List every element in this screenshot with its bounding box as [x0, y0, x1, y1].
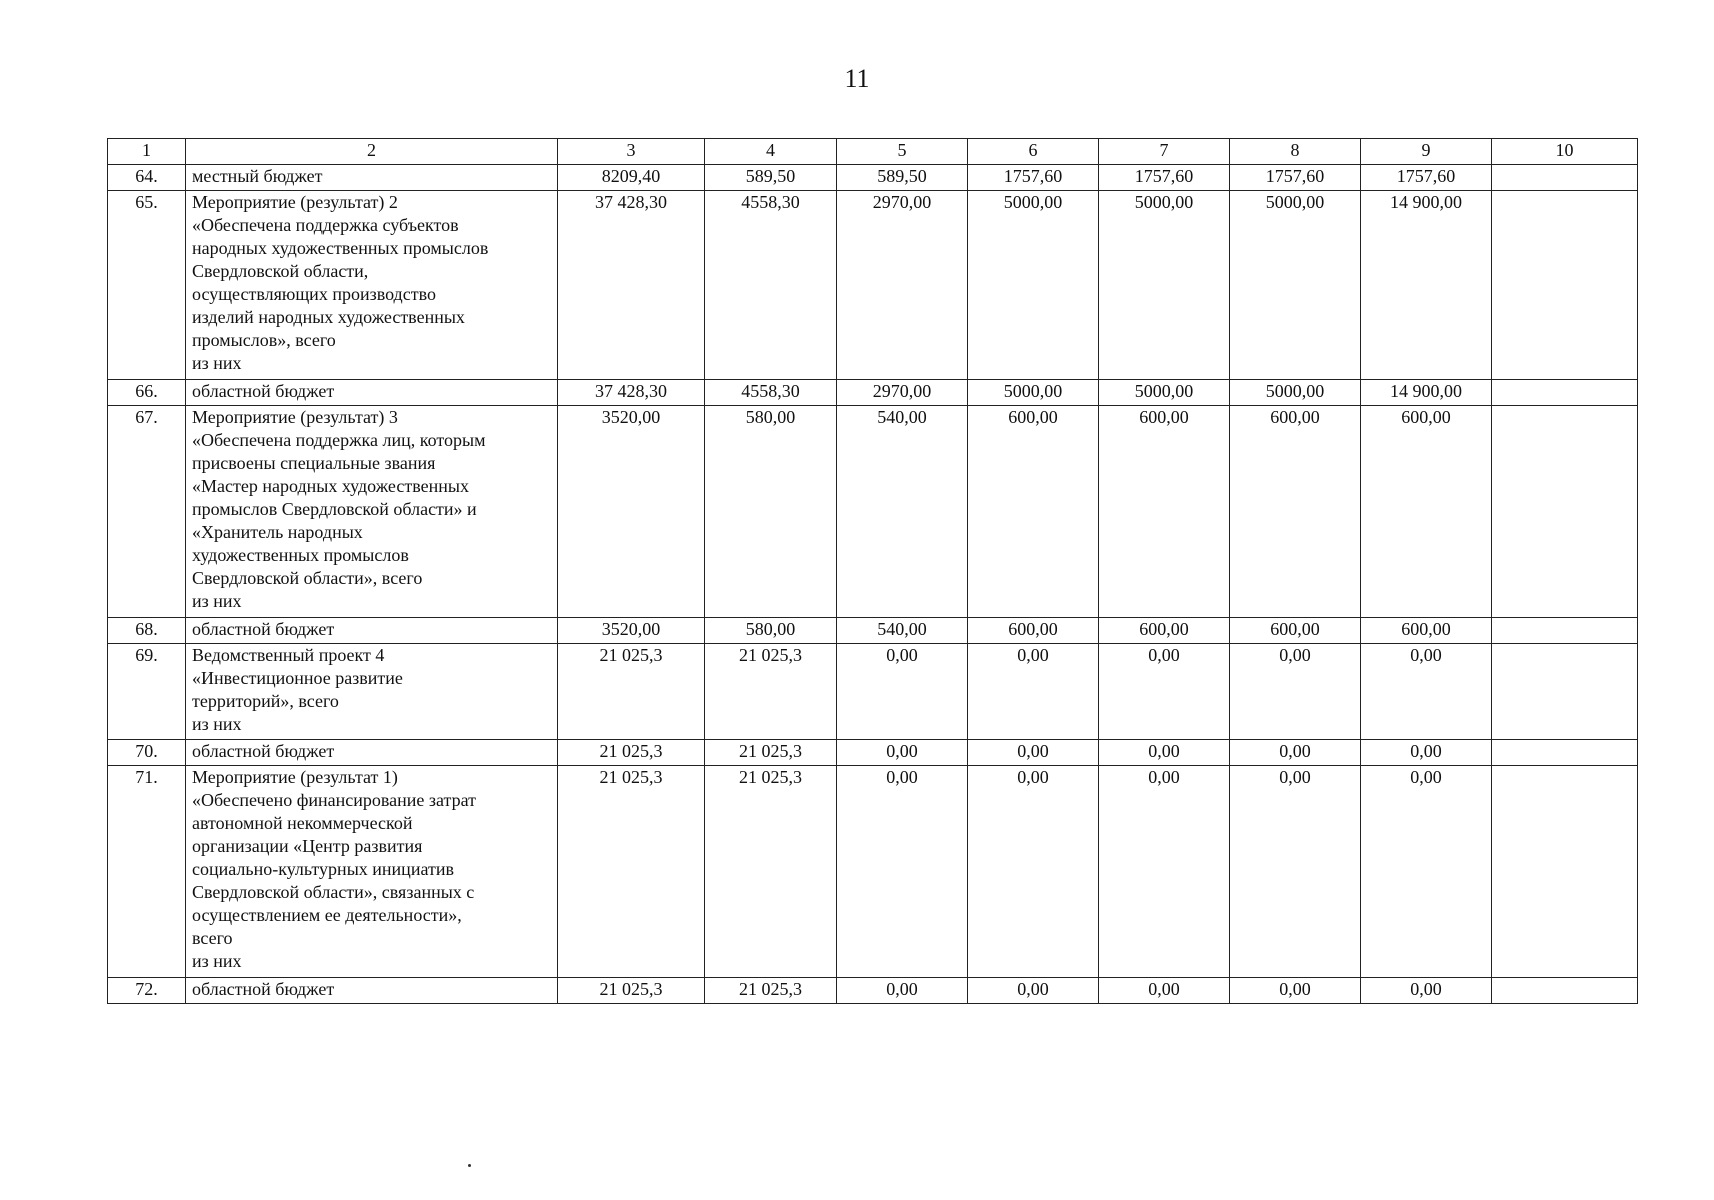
row-number: 70. [108, 740, 186, 766]
cell-value: 21 025,3 [705, 740, 837, 766]
cell-value: 0,00 [837, 766, 968, 978]
table-row [108, 618, 1638, 644]
row-number: 65. [108, 191, 186, 380]
cell-value: 0,00 [837, 978, 968, 1004]
cell-value: 600,00 [968, 406, 1099, 618]
table-row [108, 165, 1638, 191]
cell-value: 37 428,30 [558, 191, 705, 380]
cell-value [1492, 406, 1638, 618]
cell-value: 0,00 [1230, 740, 1361, 766]
table-row [108, 644, 1638, 740]
cell-value: 540,00 [837, 618, 968, 644]
column-header: 4 [705, 139, 837, 165]
cell-value: 0,00 [1099, 740, 1230, 766]
scan-speck [468, 1164, 471, 1167]
cell-value [1492, 191, 1638, 380]
cell-value: 0,00 [837, 740, 968, 766]
cell-value: 600,00 [968, 618, 1099, 644]
table-header-row [108, 139, 1638, 165]
cell-value: 4558,30 [705, 380, 837, 406]
cell-value: 21 025,3 [705, 978, 837, 1004]
cell-value: 540,00 [837, 406, 968, 618]
cell-value [1492, 766, 1638, 978]
cell-value: 21 025,3 [558, 644, 705, 740]
column-header: 10 [1492, 139, 1638, 165]
cell-value: 0,00 [1361, 644, 1492, 740]
table-row [108, 740, 1638, 766]
cell-value: 0,00 [1099, 978, 1230, 1004]
cell-value [1492, 380, 1638, 406]
table-row [108, 978, 1638, 1004]
column-header: 2 [186, 139, 558, 165]
cell-value: 1757,60 [1361, 165, 1492, 191]
cell-value: 0,00 [968, 978, 1099, 1004]
cell-value: 1757,60 [968, 165, 1099, 191]
cell-value [1492, 644, 1638, 740]
budget-table [107, 138, 1638, 1004]
row-name: Мероприятие (результат) 3 «Обеспечена поддержка лиц, которым присвоены специальные звания «Мастер народных художественных промыслов Свердловской области» и «Хранитель народных художественных промыслов Свердловской области», всего из них [186, 406, 558, 618]
column-header: 3 [558, 139, 705, 165]
row-name: Ведомственный проект 4 «Инвестиционное развитие территорий», всего из них [186, 644, 558, 740]
cell-value: 21 025,3 [705, 644, 837, 740]
cell-value: 21 025,3 [558, 740, 705, 766]
cell-value: 8209,40 [558, 165, 705, 191]
cell-value: 0,00 [1361, 978, 1492, 1004]
cell-value: 0,00 [1099, 644, 1230, 740]
cell-value: 600,00 [1361, 618, 1492, 644]
cell-value: 0,00 [1361, 740, 1492, 766]
cell-value: 0,00 [1099, 766, 1230, 978]
cell-value: 589,50 [837, 165, 968, 191]
cell-value: 0,00 [1230, 644, 1361, 740]
row-name: местный бюджет [186, 165, 558, 191]
cell-value: 0,00 [968, 766, 1099, 978]
cell-value: 5000,00 [1099, 191, 1230, 380]
row-number: 66. [108, 380, 186, 406]
row-name: областной бюджет [186, 978, 558, 1004]
row-number: 67. [108, 406, 186, 618]
cell-value: 5000,00 [968, 191, 1099, 380]
table-row [108, 380, 1638, 406]
row-name: областной бюджет [186, 380, 558, 406]
cell-value: 2970,00 [837, 380, 968, 406]
table-row [108, 766, 1638, 978]
cell-value: 3520,00 [558, 406, 705, 618]
table-row [108, 406, 1638, 618]
column-header: 1 [108, 139, 186, 165]
cell-value: 0,00 [1230, 978, 1361, 1004]
row-name: Мероприятие (результат) 2 «Обеспечена поддержка субъектов народных художественных промыслов Свердловской области, осуществляющих производство изделий народных художественных промыслов», всего из них [186, 191, 558, 380]
cell-value: 14 900,00 [1361, 380, 1492, 406]
cell-value: 1757,60 [1230, 165, 1361, 191]
cell-value [1492, 618, 1638, 644]
row-name: Мероприятие (результат 1) «Обеспечено финансирование затрат автономной некоммерческой организации «Центр развития социально-культурных инициатив Свердловской области», связанных с осуществлением ее деятельности», всего из них [186, 766, 558, 978]
table-row [108, 191, 1638, 380]
cell-value: 5000,00 [1099, 380, 1230, 406]
row-name: областной бюджет [186, 740, 558, 766]
cell-value: 5000,00 [1230, 380, 1361, 406]
cell-value [1492, 740, 1638, 766]
column-header: 5 [837, 139, 968, 165]
row-number: 64. [108, 165, 186, 191]
column-header: 7 [1099, 139, 1230, 165]
column-header: 6 [968, 139, 1099, 165]
cell-value: 21 025,3 [705, 766, 837, 978]
cell-value [1492, 978, 1638, 1004]
cell-value: 21 025,3 [558, 766, 705, 978]
row-number: 69. [108, 644, 186, 740]
cell-value: 0,00 [1230, 766, 1361, 978]
column-header: 9 [1361, 139, 1492, 165]
cell-value [1492, 165, 1638, 191]
cell-value: 580,00 [705, 406, 837, 618]
row-number: 68. [108, 618, 186, 644]
cell-value: 5000,00 [968, 380, 1099, 406]
cell-value: 1757,60 [1099, 165, 1230, 191]
cell-value: 589,50 [705, 165, 837, 191]
cell-value: 600,00 [1361, 406, 1492, 618]
column-header: 8 [1230, 139, 1361, 165]
cell-value: 0,00 [837, 644, 968, 740]
cell-value: 5000,00 [1230, 191, 1361, 380]
cell-value: 4558,30 [705, 191, 837, 380]
cell-value: 600,00 [1230, 406, 1361, 618]
cell-value: 600,00 [1099, 406, 1230, 618]
cell-value: 2970,00 [837, 191, 968, 380]
cell-value: 0,00 [1361, 766, 1492, 978]
row-number: 72. [108, 978, 186, 1004]
page-number: 11 [844, 64, 870, 93]
cell-value: 0,00 [968, 644, 1099, 740]
cell-value: 600,00 [1099, 618, 1230, 644]
cell-value: 580,00 [705, 618, 837, 644]
cell-value: 0,00 [968, 740, 1099, 766]
row-name: областной бюджет [186, 618, 558, 644]
cell-value: 37 428,30 [558, 380, 705, 406]
row-number: 71. [108, 766, 186, 978]
cell-value: 21 025,3 [558, 978, 705, 1004]
cell-value: 600,00 [1230, 618, 1361, 644]
cell-value: 14 900,00 [1361, 191, 1492, 380]
cell-value: 3520,00 [558, 618, 705, 644]
